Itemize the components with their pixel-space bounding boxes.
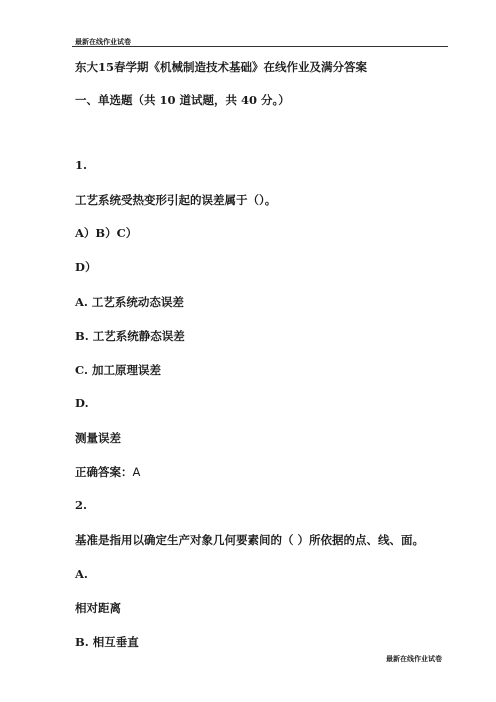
- section-heading: 一、单选题（共 10 道试题，共 40 分。）: [75, 93, 290, 107]
- question-2-option-b: B. 相互垂直: [75, 635, 139, 649]
- question-1-choice-line-2: D）: [75, 260, 97, 274]
- question-1-choice-line-1: A）B）C）: [75, 226, 138, 240]
- question-2-option-a-text: 相对距离: [75, 601, 121, 615]
- question-1-option-d-text: 测量误差: [75, 431, 121, 445]
- answer-label: 正确答案：: [75, 465, 133, 479]
- answer-value: A: [132, 465, 141, 479]
- question-2-option-a-label: A.: [75, 567, 88, 581]
- question-2-stem: 基准是指用以确定生产对象几何要素间的（ ）所依据的点、线、面。: [75, 533, 424, 547]
- page-footer: 最新在线作业试卷: [386, 655, 442, 663]
- question-1-number: 1.: [75, 158, 88, 172]
- question-1-option-c: C. 加工原理误差: [75, 363, 161, 377]
- question-2-number: 2.: [75, 498, 88, 512]
- question-1-option-b: B. 工艺系统静态误差: [75, 329, 185, 343]
- document-title: 东大15春学期《机械制造技术基础》在线作业及满分答案: [75, 60, 368, 74]
- header-divider: [72, 46, 448, 47]
- question-1-stem: 工艺系统受热变形引起的误差属于（）。: [75, 193, 277, 207]
- question-1-option-d-label: D.: [75, 396, 89, 410]
- question-1-option-a: A. 工艺系统动态误差: [75, 295, 184, 309]
- question-1-answer: [75, 464, 140, 480]
- header-text: 最新在线作业试卷: [75, 38, 131, 46]
